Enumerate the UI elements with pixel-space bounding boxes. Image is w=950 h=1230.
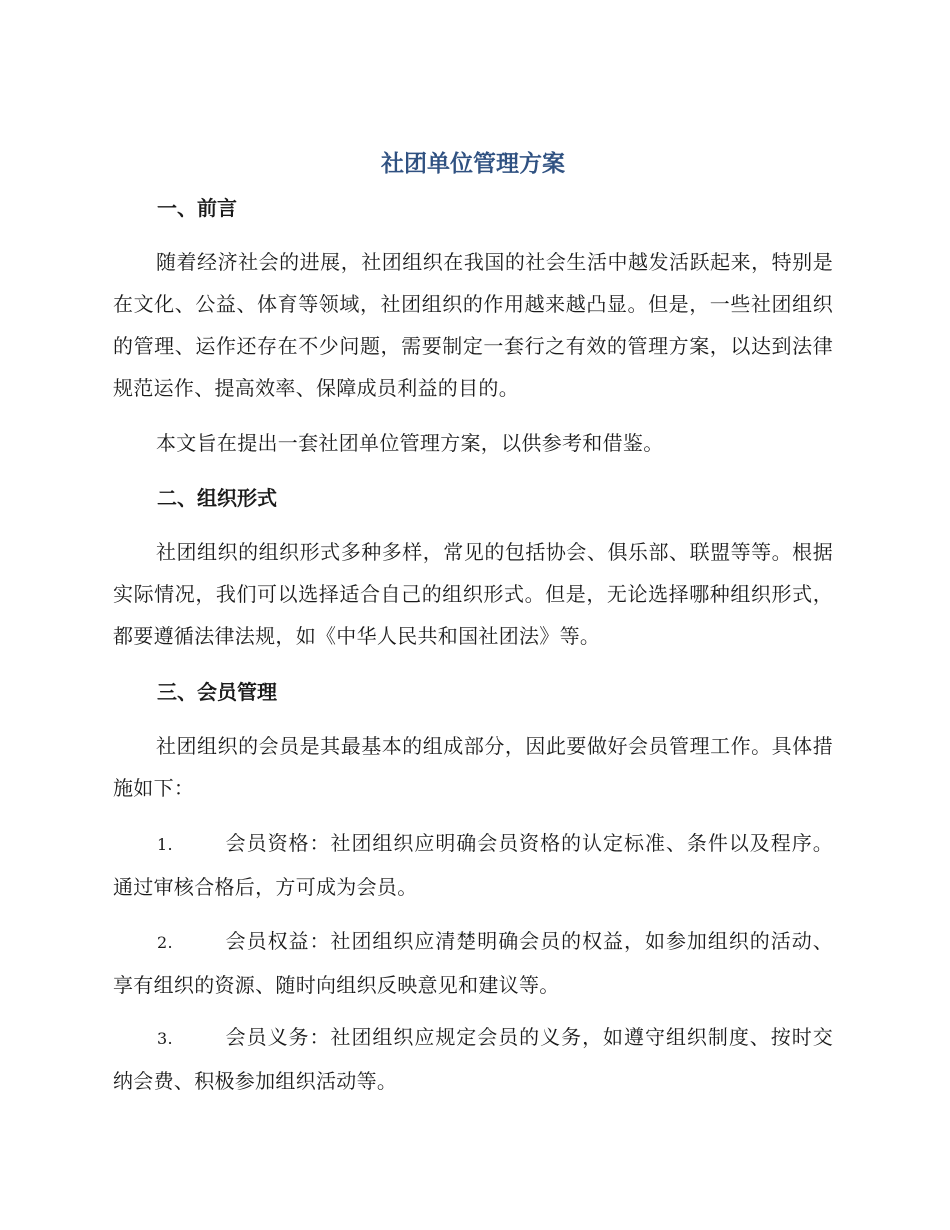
list-item-text: 会员资格：社团组织应明确会员资格的认定标准、条件以及程序。通过审核合格后，方可成为会员。 [113,831,833,899]
list-item [113,1016,833,1102]
list-item-number: 3. [157,1029,173,1048]
list-item-number: 2. [157,933,173,952]
paragraph-membership-1: 社团组织的会员是其最基本的组成部分，因此要做好会员管理工作。具体措施如下： [113,734,833,800]
list-item-text: 会员权益：社团组织应清楚明确会员的权益，如参加组织的活动、享有组织的资源、随时向组织反映意见和建议等。 [113,929,833,997]
paragraph-preface-2: 本文旨在提出一套社团单位管理方案，以供参考和借鉴。 [156,431,664,455]
list-item [113,920,833,1006]
section-heading-preface: 一、前言 [157,196,237,220]
paragraph-organization-1: 社团组织的组织形式多种多样，常见的包括协会、俱乐部、联盟等等。根据实际情况，我们可以选择适合自己的组织形式。但是，无论选择哪种组织形式，都要遵循法律法规，如《中华人民共和国社团法》等。 [113,540,833,648]
list-item [113,822,833,908]
list-item-number: 1. [157,835,173,854]
section-heading-membership: 三、会员管理 [157,680,277,704]
paragraph-preface-1: 随着经济社会的进展，社团组织在我国的社会生活中越发活跃起来，特别是在文化、公益、体育等领域，社团组织的作用越来越凸显。但是，一些社团组织的管理、运作还存在不少问题，需要制定一套行之有效的管理方案，以达到法律规范运作、提高效率、保障成员利益的目的。 [113,250,833,400]
section-heading-organization: 二、组织形式 [157,486,277,510]
document-title: 社团单位管理方案 [381,151,565,177]
list-item-text: 会员义务：社团组织应规定会员的义务，如遵守组织制度、按时交纳会费、积极参加组织活动等。 [113,1025,833,1093]
